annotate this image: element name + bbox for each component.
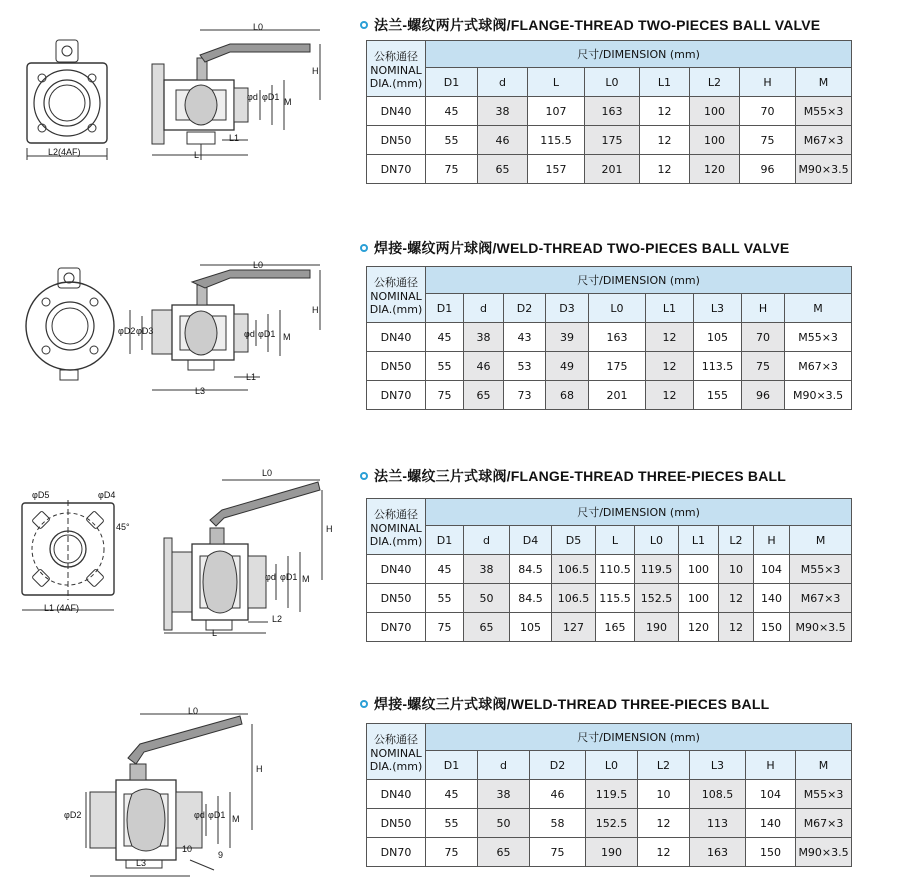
table-cell: 45 (426, 780, 478, 809)
table-cell: DN70 (367, 381, 426, 410)
label-l: L (194, 150, 200, 160)
label-l3: L3 (136, 858, 147, 868)
label-l1-4af: L1 (4AF) (44, 603, 80, 613)
table-row (367, 555, 852, 584)
label-phi-d2: φD2 (118, 326, 136, 336)
column-header: D2 (504, 294, 546, 323)
table-cell: DN40 (367, 323, 426, 352)
table-cell: 120 (690, 155, 740, 184)
table-cell: 152.5 (635, 584, 679, 613)
column-header: M (796, 68, 852, 97)
table-cell: 10 (638, 780, 690, 809)
column-header: L0 (586, 751, 638, 780)
table-cell: 113 (690, 809, 746, 838)
column-header: H (746, 751, 796, 780)
bullet-icon (360, 472, 368, 480)
table-cell: 75 (740, 126, 796, 155)
table-cell: M90×3.5 (790, 613, 852, 642)
table-cell: M90×3.5 (785, 381, 852, 410)
dimension-header: 尺寸/DIMENSION (mm) (426, 41, 852, 68)
column-header: L1 (646, 294, 694, 323)
table-cell: 100 (679, 584, 719, 613)
column-header: L (528, 68, 585, 97)
label-m: M (302, 574, 310, 584)
table-cell: 175 (589, 352, 646, 381)
table-cell: 127 (552, 613, 596, 642)
nominal-header: 公称通径 NOMINAL DIA.(mm) (367, 499, 426, 555)
column-header: D1 (426, 294, 464, 323)
table-cell: 152.5 (586, 809, 638, 838)
table-cell: 45 (426, 555, 464, 584)
table-cell: 105 (694, 323, 742, 352)
table-cell: 100 (679, 555, 719, 584)
column-header: D2 (530, 751, 586, 780)
table-cell: DN50 (367, 809, 426, 838)
table-cell: 155 (694, 381, 742, 410)
table-cell: M55×3 (796, 97, 852, 126)
table-cell: 165 (596, 613, 635, 642)
table-cell: 75 (530, 838, 586, 867)
table-cell: 190 (635, 613, 679, 642)
label-phi-d1: φD1 (208, 810, 226, 820)
column-header: D5 (552, 526, 596, 555)
table-cell: 140 (746, 809, 796, 838)
label-l1: L1 (246, 372, 257, 382)
table-cell: 12 (719, 613, 754, 642)
column-header: M (785, 294, 852, 323)
column-header: H (740, 68, 796, 97)
label-l0: L0 (188, 706, 199, 716)
drawing-flange-two-pieces (0, 0, 350, 200)
nominal-header: 公称通径 NOMINAL DIA.(mm) (367, 267, 426, 323)
label-45deg: 45° (116, 522, 130, 532)
table-cell: M90×3.5 (796, 838, 852, 867)
column-header: L1 (640, 68, 690, 97)
column-header: D1 (426, 751, 478, 780)
table-cell: 84.5 (510, 584, 552, 613)
column-header: D1 (426, 526, 464, 555)
label-l1: L1 (229, 133, 240, 143)
label-phi-d1: φD1 (262, 92, 280, 102)
column-header: L2 (719, 526, 754, 555)
column-header: L0 (635, 526, 679, 555)
dimension-header: 尺寸/DIMENSION (mm) (426, 267, 852, 294)
section-title: 法兰-螺纹三片式球阀/FLANGE-THREAD THREE-PIECES BALL (360, 468, 786, 484)
table-cell: 108.5 (690, 780, 746, 809)
table-cell: 140 (754, 584, 790, 613)
table-cell: 150 (746, 838, 796, 867)
table-cell: M55×3 (796, 780, 852, 809)
column-header: H (754, 526, 790, 555)
nominal-header: 公称通径 NOMINAL DIA.(mm) (367, 41, 426, 97)
table-cell: 150 (754, 613, 790, 642)
table-cell: M67×3 (796, 126, 852, 155)
table-cell: 107 (528, 97, 585, 126)
table-cell: 110.5 (596, 555, 635, 584)
table-cell: DN70 (367, 838, 426, 867)
table-cell: 104 (746, 780, 796, 809)
table-cell: 163 (589, 323, 646, 352)
label-phi-d3: φD3 (136, 326, 154, 336)
table-cell: 46 (478, 126, 528, 155)
table-cell: DN70 (367, 613, 426, 642)
bullet-icon (360, 700, 368, 708)
table-cell: 119.5 (635, 555, 679, 584)
table-cell: DN40 (367, 780, 426, 809)
column-header: D1 (426, 68, 478, 97)
table-cell: 96 (742, 381, 785, 410)
table-cell: 75 (426, 155, 478, 184)
table-cell: 65 (478, 838, 530, 867)
label-l0: L0 (253, 260, 264, 270)
table-row (367, 613, 852, 642)
label-l: L (212, 628, 218, 638)
table-cell: 75 (426, 381, 464, 410)
table-cell: 163 (690, 838, 746, 867)
table-cell: 65 (464, 613, 510, 642)
label-l0: L0 (262, 468, 273, 478)
section-title: 法兰-螺纹两片式球阀/FLANGE-THREAD TWO-PIECES BALL VALVE (360, 17, 820, 33)
table-row (367, 838, 852, 867)
column-header: d (478, 751, 530, 780)
label-phi-d2: φD2 (64, 810, 82, 820)
label-l0: L0 (253, 22, 264, 32)
table-cell: 12 (638, 809, 690, 838)
table-cell: DN50 (367, 584, 426, 613)
spec-table (366, 266, 852, 410)
label-phi-d1: φD1 (258, 329, 276, 339)
column-header: M (796, 751, 852, 780)
table-row (367, 323, 852, 352)
table-cell: 12 (640, 155, 690, 184)
section-title: 焊接-螺纹三片式球阀/WELD-THREAD THREE-PIECES BALL (360, 696, 769, 712)
column-header: L3 (694, 294, 742, 323)
label-phi-d: φd (194, 810, 205, 820)
table-cell: 75 (426, 613, 464, 642)
column-header: D3 (546, 294, 589, 323)
table-cell: 70 (742, 323, 785, 352)
label-10: 10 (182, 844, 193, 854)
label-phi-d: φd (265, 572, 276, 582)
spec-table (366, 723, 852, 867)
table-row (367, 780, 852, 809)
table-cell: 75 (426, 838, 478, 867)
table-cell: M55×3 (790, 555, 852, 584)
label-phi-d: φd (247, 92, 258, 102)
table-cell: 55 (426, 809, 478, 838)
table-cell: 73 (504, 381, 546, 410)
section-weld-two-pieces (0, 230, 900, 460)
table-cell: 175 (585, 126, 640, 155)
column-header: d (464, 526, 510, 555)
table-cell: 12 (638, 838, 690, 867)
label-h: H (312, 66, 319, 76)
column-header: L2 (690, 68, 740, 97)
table-cell: 105 (510, 613, 552, 642)
label-phi-d: φd (244, 329, 255, 339)
table-cell: 43 (504, 323, 546, 352)
table-cell: 115.5 (528, 126, 585, 155)
table-cell: DN50 (367, 126, 426, 155)
table-cell: 58 (530, 809, 586, 838)
table-cell: 50 (464, 584, 510, 613)
table-cell: 53 (504, 352, 546, 381)
label-phi-d5: φD5 (32, 490, 50, 500)
section-weld-three-pieces (0, 680, 900, 892)
column-header: L1 (679, 526, 719, 555)
table-cell: 119.5 (586, 780, 638, 809)
table-cell: DN40 (367, 97, 426, 126)
table-cell: 100 (690, 97, 740, 126)
table-cell: 38 (478, 780, 530, 809)
table-cell: 70 (740, 97, 796, 126)
drawing-flange-three-pieces (0, 460, 350, 660)
table-cell: 201 (585, 155, 640, 184)
column-header: H (742, 294, 785, 323)
table-cell: 201 (589, 381, 646, 410)
table-cell: 12 (719, 584, 754, 613)
label-h: H (256, 764, 263, 774)
nominal-header: 公称通径 NOMINAL DIA.(mm) (367, 724, 426, 780)
table-cell: 75 (742, 352, 785, 381)
drawing-weld-three-pieces (0, 680, 350, 885)
label-m: M (232, 814, 240, 824)
label-9: 9 (218, 850, 224, 860)
section-flange-three-pieces (0, 460, 900, 680)
column-header: L0 (585, 68, 640, 97)
label-m: M (284, 97, 292, 107)
section-flange-two-pieces (0, 0, 900, 230)
drawing-weld-two-pieces (0, 230, 350, 430)
table-row (367, 809, 852, 838)
table-cell: 55 (426, 584, 464, 613)
table-cell: 163 (585, 97, 640, 126)
table-cell: 38 (464, 555, 510, 584)
table-cell: 96 (740, 155, 796, 184)
table-cell: DN40 (367, 555, 426, 584)
table-cell: 84.5 (510, 555, 552, 584)
table-cell: M55×3 (785, 323, 852, 352)
table-row (367, 584, 852, 613)
table-cell: 38 (464, 323, 504, 352)
table-row (367, 352, 852, 381)
label-phi-d1: φD1 (280, 572, 298, 582)
column-header: L2 (638, 751, 690, 780)
table-cell: 12 (646, 352, 694, 381)
table-cell: M67×3 (785, 352, 852, 381)
table-cell: 10 (719, 555, 754, 584)
table-cell: M90×3.5 (796, 155, 852, 184)
label-l3: L3 (195, 386, 206, 396)
table-cell: DN70 (367, 155, 426, 184)
table-cell: 55 (426, 126, 478, 155)
table-cell: 157 (528, 155, 585, 184)
spec-table (366, 498, 852, 642)
dimension-header: 尺寸/DIMENSION (mm) (426, 724, 852, 751)
table-cell: 120 (679, 613, 719, 642)
table-cell: 39 (546, 323, 589, 352)
column-header: L3 (690, 751, 746, 780)
label-l2: L2 (272, 614, 283, 624)
bullet-icon (360, 244, 368, 252)
bullet-icon (360, 21, 368, 29)
table-cell: M67×3 (790, 584, 852, 613)
spec-table (366, 40, 852, 184)
table-cell: DN50 (367, 352, 426, 381)
table-cell: 190 (586, 838, 638, 867)
table-row (367, 126, 852, 155)
table-cell: 115.5 (596, 584, 635, 613)
table-row (367, 381, 852, 410)
table-cell: 50 (478, 809, 530, 838)
table-cell: 45 (426, 323, 464, 352)
table-cell: 55 (426, 352, 464, 381)
table-cell: 65 (464, 381, 504, 410)
label-phi-d4: φD4 (98, 490, 116, 500)
column-header: M (790, 526, 852, 555)
section-title: 焊接-螺纹两片球阀/WELD-THREAD TWO-PIECES BALL VALVE (360, 240, 789, 256)
label-m: M (283, 332, 291, 342)
table-row (367, 155, 852, 184)
column-header: L (596, 526, 635, 555)
table-cell: 12 (646, 323, 694, 352)
table-cell: 113.5 (694, 352, 742, 381)
table-cell: 65 (478, 155, 528, 184)
table-cell: 100 (690, 126, 740, 155)
table-cell: 106.5 (552, 555, 596, 584)
table-cell: 46 (464, 352, 504, 381)
table-cell: 45 (426, 97, 478, 126)
table-cell: 12 (646, 381, 694, 410)
label-l2-4af: L2(4AF) (48, 147, 81, 157)
table-cell: 12 (640, 126, 690, 155)
table-cell: 68 (546, 381, 589, 410)
table-cell: 46 (530, 780, 586, 809)
table-cell: 38 (478, 97, 528, 126)
table-cell: 106.5 (552, 584, 596, 613)
column-header: L0 (589, 294, 646, 323)
table-cell: 12 (640, 97, 690, 126)
column-header: d (464, 294, 504, 323)
label-h: H (326, 524, 333, 534)
table-cell: M67×3 (796, 809, 852, 838)
table-row (367, 97, 852, 126)
dimension-header: 尺寸/DIMENSION (mm) (426, 499, 852, 526)
column-header: D4 (510, 526, 552, 555)
table-cell: 104 (754, 555, 790, 584)
column-header: d (478, 68, 528, 97)
table-cell: 49 (546, 352, 589, 381)
label-h: H (312, 305, 319, 315)
